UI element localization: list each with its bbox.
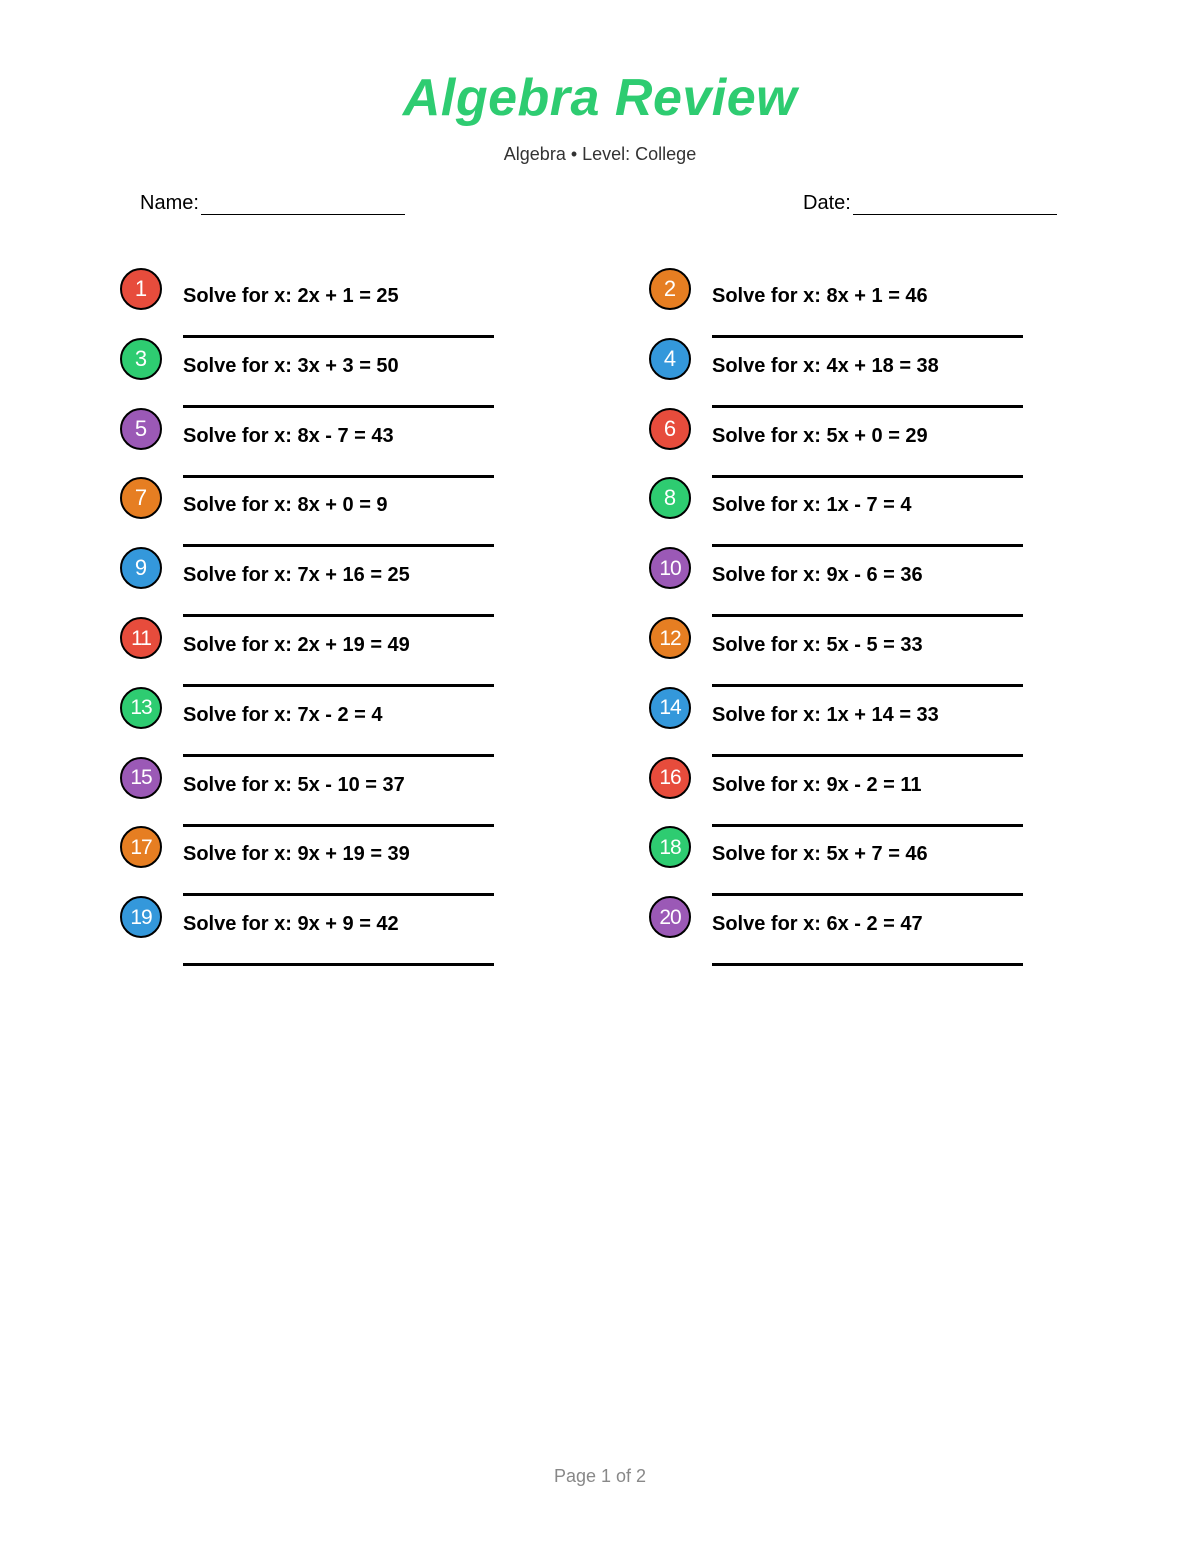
problem-item xyxy=(649,408,1069,478)
problem-item xyxy=(120,896,540,966)
problem-item xyxy=(120,687,540,757)
problem-question: Solve for x: 5x - 10 = 37 xyxy=(183,773,405,796)
problem-number-badge: 4 xyxy=(649,338,691,380)
problem-question: Solve for x: 8x - 7 = 43 xyxy=(183,424,394,447)
problem-question: Solve for x: 2x + 1 = 25 xyxy=(183,285,399,307)
date-blank-line[interactable] xyxy=(853,194,1057,215)
problem-number-badge: 14 xyxy=(649,687,691,729)
problem-item xyxy=(120,547,540,617)
problem-item xyxy=(120,408,540,478)
problem-number-badge: 10 xyxy=(649,547,691,589)
problem-number-badge: 20 xyxy=(649,896,691,938)
problem-item xyxy=(649,896,1069,966)
problem-number-badge: 19 xyxy=(120,896,162,938)
problem-question: Solve for x: 6x - 2 = 47 xyxy=(712,913,923,936)
problem-item xyxy=(120,268,540,338)
worksheet-title: Algebra Review xyxy=(402,69,798,127)
problem-number-badge: 6 xyxy=(649,408,691,450)
problem-question: Solve for x: 4x + 18 = 38 xyxy=(712,354,939,377)
page-number: Page 1 of 2 xyxy=(553,1466,647,1486)
problem-question: Solve for x: 9x - 2 = 11 xyxy=(712,773,922,796)
problem-item xyxy=(120,617,540,687)
problem-item xyxy=(120,477,540,547)
problem-question: Solve for x: 5x + 7 = 46 xyxy=(712,843,928,866)
problem-item xyxy=(649,757,1069,827)
problem-question: Solve for x: 3x + 3 = 50 xyxy=(183,354,399,377)
problem-item xyxy=(649,547,1069,617)
problem-item xyxy=(649,477,1069,547)
problem-item xyxy=(649,617,1069,687)
problem-number-badge: 16 xyxy=(649,757,691,799)
problem-item xyxy=(649,338,1069,408)
problem-number-badge: 12 xyxy=(649,617,691,659)
problem-question: Solve for x: 9x + 9 = 42 xyxy=(183,913,399,936)
problem-number-badge: 2 xyxy=(649,268,691,310)
problem-item xyxy=(649,687,1069,757)
problem-question: Solve for x: 1x + 14 = 33 xyxy=(712,703,939,726)
problem-number-badge: 11 xyxy=(120,617,162,659)
problem-question: Solve for x: 5x - 5 = 33 xyxy=(712,634,923,656)
problem-item xyxy=(649,268,1069,338)
problem-number-badge: 9 xyxy=(120,547,162,589)
answer-line[interactable] xyxy=(712,963,1023,966)
problem-question: Solve for x: 9x - 6 = 36 xyxy=(712,564,923,587)
problem-number-badge: 18 xyxy=(649,826,691,868)
problem-number-badge: 15 xyxy=(120,757,162,799)
problem-number-badge: 1 xyxy=(120,268,162,310)
problem-question: Solve for x: 7x - 2 = 4 xyxy=(183,703,383,726)
problem-number-badge: 13 xyxy=(120,687,162,729)
problem-question: Solve for x: 2x + 19 = 49 xyxy=(183,634,410,656)
problem-number-badge: 17 xyxy=(120,826,162,868)
name-blank-line[interactable] xyxy=(201,194,405,215)
problem-item xyxy=(120,826,540,896)
name-field xyxy=(140,192,405,215)
problem-item xyxy=(649,826,1069,896)
date-field xyxy=(803,192,1057,215)
date-label: Date: xyxy=(803,192,851,214)
problem-number-badge: 7 xyxy=(120,477,162,519)
problem-question: Solve for x: 5x + 0 = 29 xyxy=(712,424,928,447)
problem-item xyxy=(120,757,540,827)
problem-number-badge: 5 xyxy=(120,408,162,450)
problem-question: Solve for x: 1x - 7 = 4 xyxy=(712,494,912,517)
problem-number-badge: 8 xyxy=(649,477,691,519)
answer-line[interactable] xyxy=(183,963,494,966)
name-label: Name: xyxy=(140,192,199,214)
problem-item xyxy=(120,338,540,408)
problem-question: Solve for x: 9x + 19 = 39 xyxy=(183,843,410,866)
problem-question: Solve for x: 7x + 16 = 25 xyxy=(183,564,410,587)
problem-number-badge: 3 xyxy=(120,338,162,380)
problem-question: Solve for x: 8x + 1 = 46 xyxy=(712,285,928,307)
worksheet-subtitle: Algebra • Level: College xyxy=(503,144,697,164)
problem-question: Solve for x: 8x + 0 = 9 xyxy=(183,494,388,517)
